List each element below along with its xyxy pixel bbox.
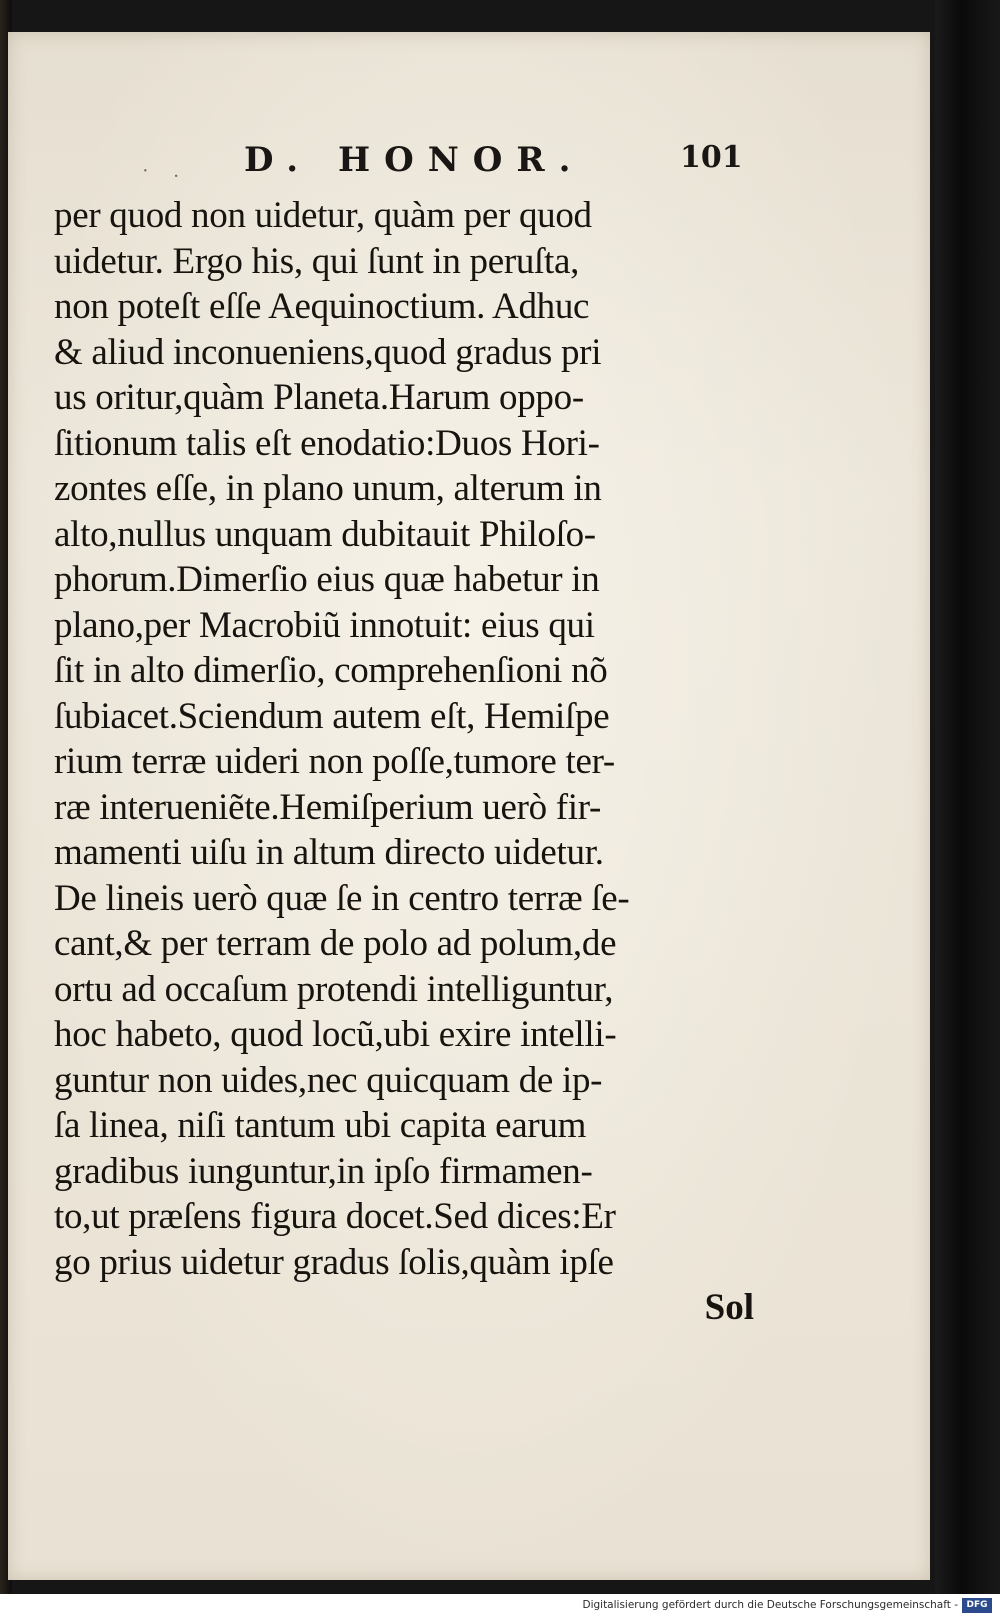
- body-text: [54, 193, 754, 1331]
- text-line: & aliud inconueniens,quod gradus pri: [54, 331, 602, 373]
- text-line: ræ interueniẽte.Hemiſperium uerò fir-: [54, 786, 602, 828]
- text-line: plano,per Macrobiũ innotuit: eius qui: [54, 604, 595, 646]
- running-head-ornament: · .: [142, 160, 189, 182]
- text-line: cant,& per terram de polo ad polum,de: [54, 923, 617, 964]
- credit-bar: [0, 1594, 1000, 1620]
- text-line: phorum.Dimerſio eius quæ habetur in: [54, 559, 600, 600]
- text-line: us oritur,quàm Planeta.Harum oppo-: [54, 377, 584, 418]
- page-number: 101: [680, 140, 743, 175]
- text-line: ſitionum talis eſt enodatio:Duos Hori-: [54, 422, 600, 464]
- text-line: go prius uidetur gradus ſolis,quàm ipſe: [54, 1241, 614, 1283]
- credit-text: Digitalisierung gefördert durch die Deutsche Forschungsgemeinschaft -: [582, 1599, 958, 1611]
- text-line: ſubiacet.Sciendum autem eſt, Hemiſpe: [54, 695, 610, 737]
- text-line: mamenti uiſu in altum directo uidetur.: [54, 832, 604, 873]
- text-line: per quod non uidetur, quàm per quod: [54, 195, 592, 236]
- text-line: ſit in alto dimerſio, comprehenſioni nõ: [54, 650, 608, 691]
- text-line: guntur non uides,nec quicquam de ip-: [54, 1059, 603, 1101]
- running-head-title: D. HONOR.: [244, 140, 585, 180]
- text-line: ſa linea, niſi tantum ubi capita earum: [54, 1105, 587, 1146]
- catchword: Sol: [704, 1287, 754, 1328]
- text-line: non poteſt eſſe Aequinoctium. Adhuc: [54, 286, 590, 327]
- dfg-logo-icon: DFG: [962, 1598, 992, 1613]
- text-line: to,ut præſens figura docet.Sed dices:Er: [54, 1196, 616, 1237]
- text-line: ortu ad occaſum protendi intelliguntur,: [54, 968, 614, 1010]
- text-line: gradibus iunguntur,in ipſo firmamen-: [54, 1150, 593, 1192]
- text-line: rium terræ uideri non poſſe,tumore ter-: [54, 741, 615, 782]
- text-line: uidetur. Ergo his, qui ſunt in peruſta,: [54, 240, 580, 282]
- text-line: hoc habeto, quod locũ,ubi exire intelli-: [54, 1014, 617, 1055]
- text-line: zontes eſſe, in plano unum, alterum in: [54, 468, 602, 509]
- text-line: De lineis uerò quæ ſe in centro terræ ſe-: [54, 877, 630, 919]
- book-edge-right: [935, 0, 1000, 1594]
- text-line: alto,nullus unquam dubitauit Philoſo-: [54, 513, 596, 555]
